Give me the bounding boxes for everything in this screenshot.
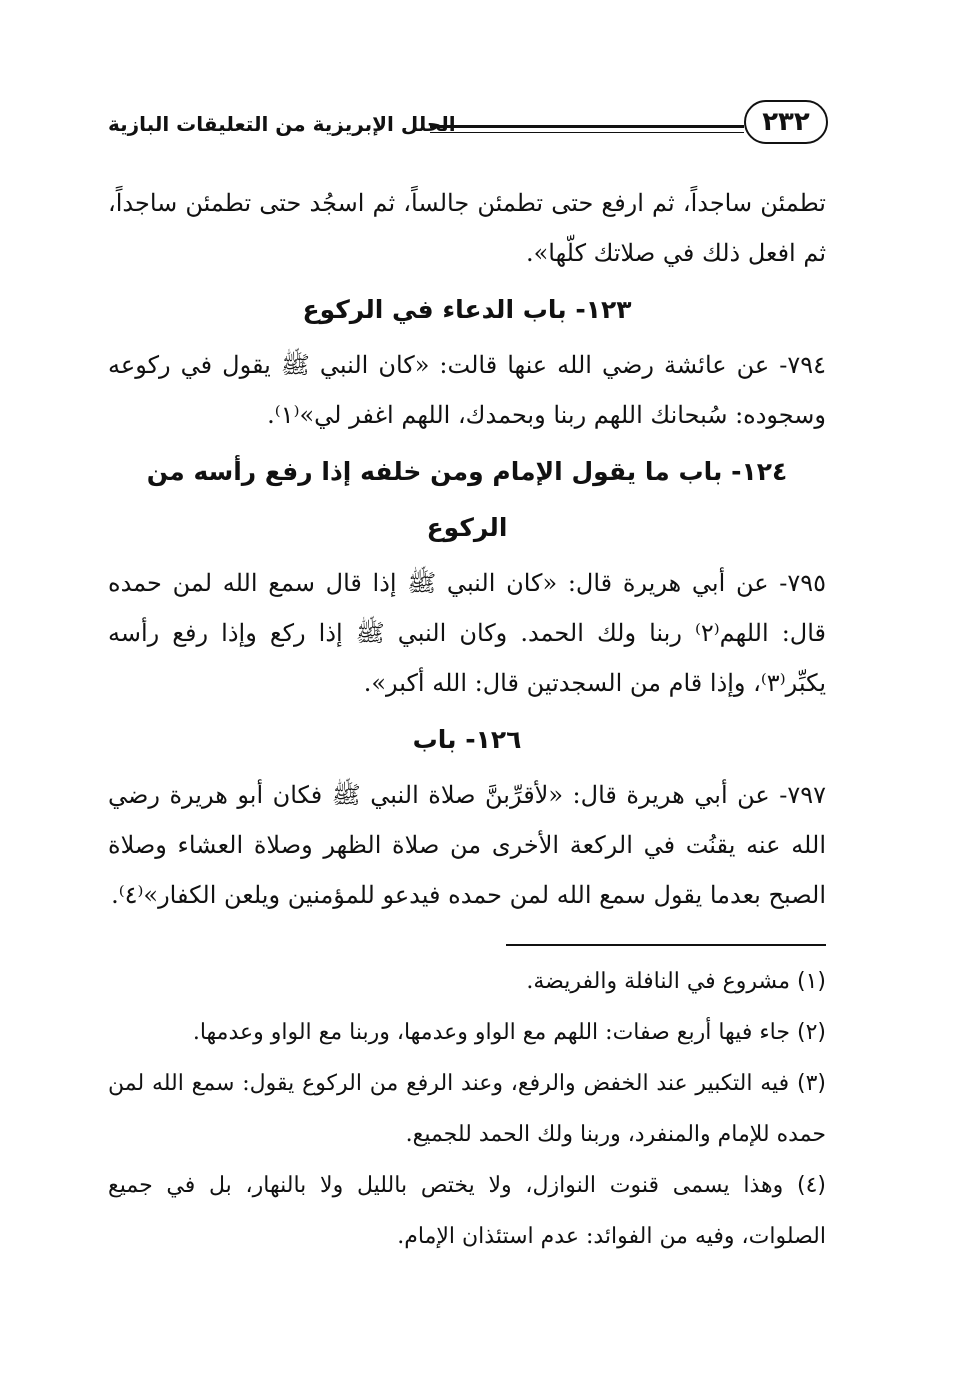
footnote-2: [108, 1007, 826, 1058]
header-rule: [430, 125, 744, 128]
running-title: الحلل الإبريزية من التعليقات البازية: [108, 112, 456, 136]
footnote-text: جاء فيها أربع صفات: اللهم مع الواو وعدمها، وربنا مع الواو وعدمها.: [192, 1020, 790, 1045]
footnote-number: (٤): [796, 1173, 826, 1198]
footnotes: [108, 956, 826, 1262]
footnote-number: (٣): [796, 1071, 826, 1096]
chapter-heading-124: ١٢٤- باب ما يقول الإمام ومن خلفه إذا رفع رأسه من الركوع: [146, 457, 788, 542]
footnote-text: مشروع في النافلة والفريضة.: [526, 969, 790, 994]
paragraph-continuation: تطمئن ساجداً، ثم ارفع حتى تطمئن جالساً، ثم اسجُد حتى تطمئن ساجداً، ثم افعل ذلك في صلاتك كلّها».: [108, 189, 826, 267]
hadith-794: ٧٩٤- عن عائشة رضي الله عنها قالت: «كان النبي ﷺ يقول في ركوعه وسجوده: سُبحانك اللهم ربنا وبحمدك، اللهم اغفر لي»⁽١⁾.: [108, 351, 826, 429]
chapter-heading-123: ١٢٣- باب الدعاء في الركوع: [302, 295, 632, 324]
header-rule-thin: [430, 132, 744, 133]
footnote-1: [108, 956, 826, 1007]
page-header: [108, 100, 828, 152]
footnote-4: [108, 1160, 826, 1262]
footnote-text: فيه التكبير عند الخفض والرفع، وعند الرفع من الركوع يقول: سمع الله لمن حمده للإمام والمنفرد، وربنا ولك الحمد للجميع.: [108, 1071, 826, 1147]
footnote-number: (١): [796, 969, 826, 994]
footnote-text: وهذا يسمى قنوت النوازل، ولا يختص بالليل ولا بالنهار، بل في جميع الصلوات، وفيه من الفوائد: عدم استئذان الإمام.: [108, 1173, 826, 1249]
hadith-795: ٧٩٥- عن أبي هريرة قال: «كان النبي ﷺ إذا قال سمع الله لمن حمده قال: اللهم⁽٢⁾ ربنا ولك الحمد. وكان النبي ﷺ إذا ركع وإذا رفع رأسه يكبِّر⁽٣⁾، وإذا قام من السجدتين قال: الله أكبر».: [108, 569, 826, 697]
footnote-separator: [506, 944, 826, 946]
footnote-number: (٢): [796, 1020, 826, 1045]
chapter-heading-126: ١٢٦- باب: [412, 725, 522, 754]
hadith-797: ٧٩٧- عن أبي هريرة قال: «لأقرِّبنَّ صلاة النبي ﷺ فكان أبو هريرة رضي الله عنه يقنُت في الركعة الأخرى من صلاة الظهر وصلاة العشاء وصلاة الصبح بعدما يقول سمع الله لمن حمده فيدعو للمؤمنين ويلعن الكفار»⁽٤⁾.: [108, 781, 826, 909]
footnote-3: [108, 1058, 826, 1160]
page-number: ٢٣٢: [744, 100, 828, 144]
main-text: [108, 178, 826, 1262]
